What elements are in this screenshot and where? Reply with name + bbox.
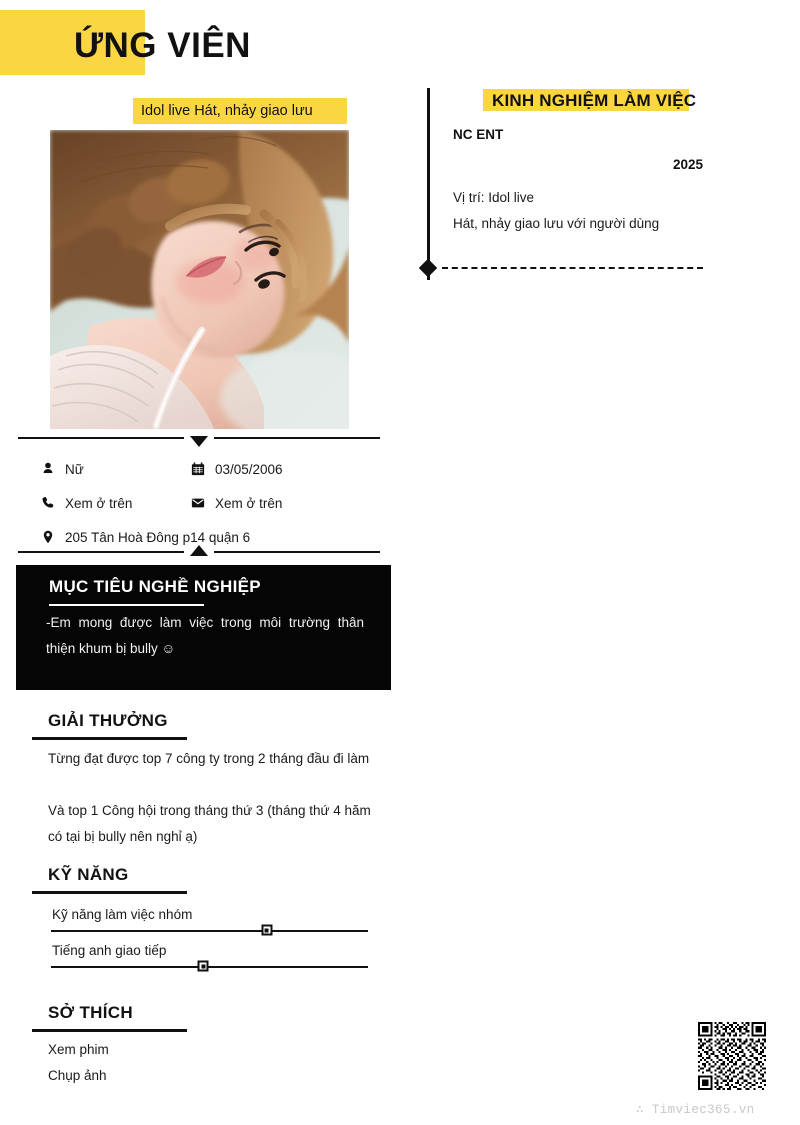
experience-year: 2025 [672, 157, 703, 172]
awards-item-1: Từng đạt được top 7 công ty trong 2 tháng đầu đi làm [48, 751, 370, 766]
contact-dob [190, 462, 380, 477]
candidate-photo [50, 130, 349, 429]
qr-code [698, 1022, 766, 1090]
career-objective-section [16, 565, 391, 690]
divider-line-left [18, 437, 184, 439]
triangle-up-icon [190, 545, 208, 556]
gender-value: Nữ [65, 461, 84, 477]
triangle-down-icon [190, 436, 208, 447]
dob-value: 03/05/2006 [215, 461, 283, 477]
skill-label-0: Kỹ năng làm việc nhóm [52, 907, 193, 922]
calendar-icon [190, 462, 205, 477]
experience-position: Vị trí: Idol live [453, 190, 535, 205]
divider-line-right [214, 437, 380, 439]
divider-line-right [214, 551, 380, 553]
job-title-label: Idol live Hát, nhảy giao lưu [141, 103, 313, 119]
contact-gender [40, 462, 190, 477]
skill-slider-handle-1[interactable] [198, 961, 209, 972]
career-objective-body: -Em mong được làm việc trong môi trường thân thiện khum bị bully ☺ [46, 615, 364, 656]
email-value: Xem ở trên [215, 495, 283, 511]
page-title: ỨNG VIÊN [74, 26, 251, 65]
address-value: 205 Tân Hoà Đông p14 quận 6 [65, 529, 251, 545]
hobby-item-0: Xem phim [48, 1042, 109, 1057]
experience-timeline-line [427, 88, 430, 280]
divider-top [18, 431, 380, 445]
contact-address [40, 530, 380, 545]
brand-watermark: ∴ Timviec365.vn [636, 1103, 755, 1117]
contact-row [40, 486, 385, 520]
location-pin-icon [40, 530, 55, 545]
career-objective-title: MỤC TIÊU NGHỀ NGHIỆP [49, 577, 261, 596]
contact-info [40, 452, 385, 554]
awards-rule [32, 737, 187, 740]
experience-title: KINH NGHIỆM LÀM VIỆC [492, 91, 697, 110]
skills-title: KỸ NĂNG [48, 865, 129, 884]
envelope-icon [190, 496, 205, 511]
skills-rule [32, 891, 187, 894]
contact-email [190, 496, 380, 511]
skill-label-1: Tiếng anh giao tiếp [52, 943, 167, 958]
career-objective-rule [49, 604, 204, 606]
awards-item-2: Và top 1 Công hội trong tháng thứ 3 (tháng thứ 4 hăm có tại bị bully nên nghỉ ạ) [48, 803, 371, 844]
skill-slider-0[interactable] [51, 930, 368, 932]
hobbies-rule [32, 1029, 187, 1032]
divider-bottom [18, 545, 380, 559]
skill-slider-handle-0[interactable] [261, 925, 272, 936]
divider-line-left [18, 551, 184, 553]
experience-company: NC ENT [453, 127, 504, 142]
timeline-dashed-line [442, 267, 703, 269]
awards-title: GIẢI THƯỞNG [48, 711, 168, 730]
skill-slider-1[interactable] [51, 966, 368, 968]
person-icon [40, 462, 55, 477]
timeline-diamond-marker [419, 259, 437, 277]
experience-description: Hát, nhảy giao lưu với người dùng [453, 216, 660, 231]
contact-phone [40, 496, 190, 511]
contact-row [40, 452, 385, 486]
hobbies-title: SỞ THÍCH [48, 1003, 133, 1022]
phone-value: Xem ở trên [65, 495, 133, 511]
hobby-item-1: Chụp ảnh [48, 1068, 107, 1083]
phone-icon [40, 496, 55, 511]
